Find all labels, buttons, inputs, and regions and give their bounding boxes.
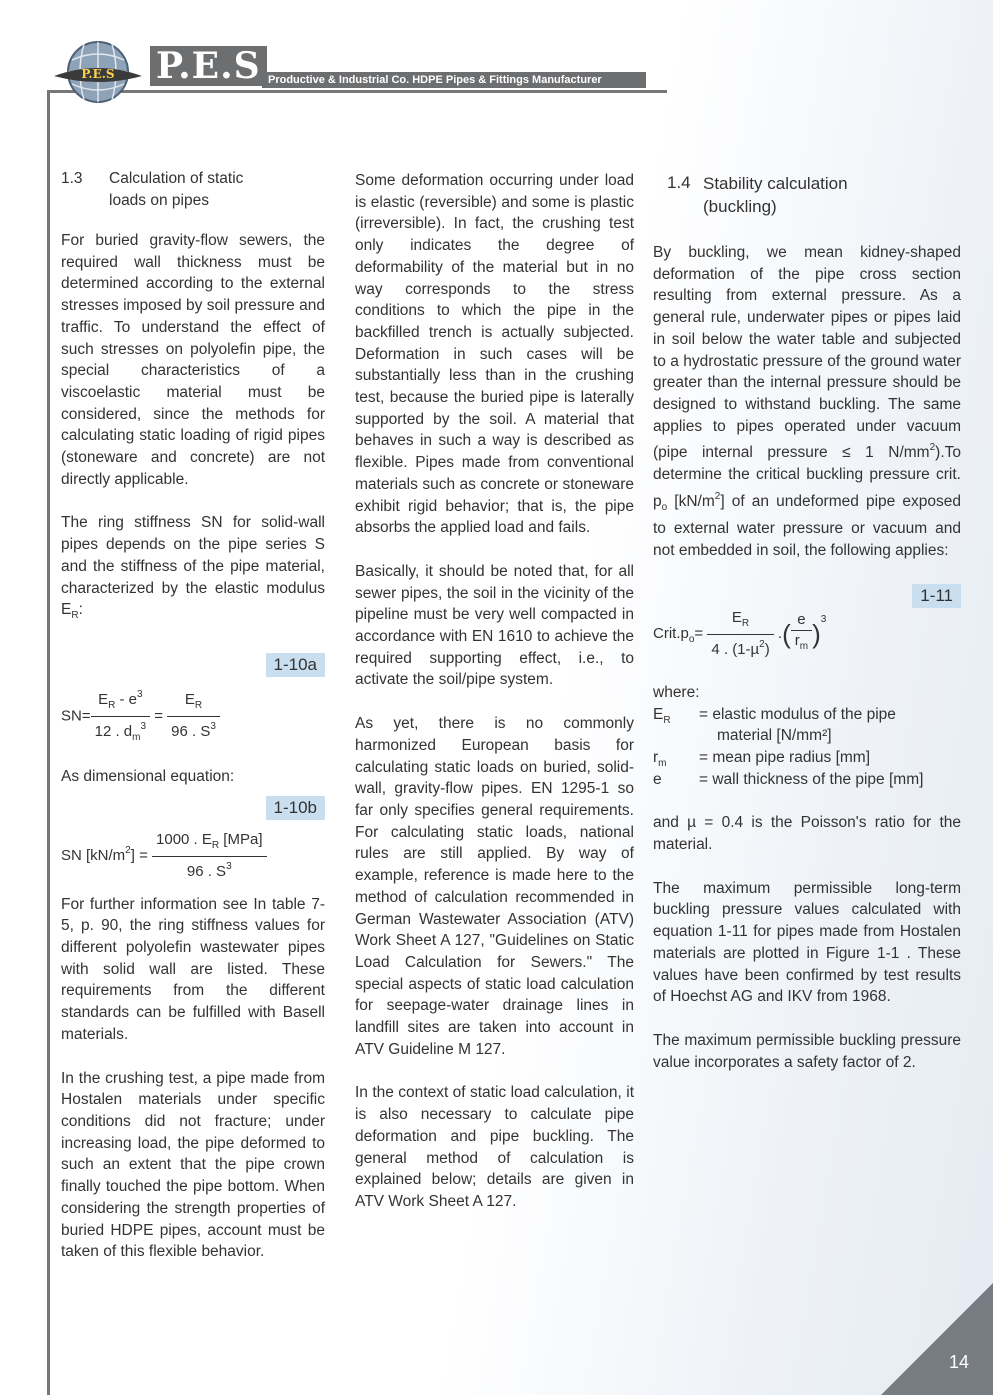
paragraph: By buckling, we mean kidney-shaped deformation of the pipe cross section resulting from external pressure. As a general rule, underwater pipes or pipes laid in soil below the water table and subjected to a hydrostatic pressure of the ground water greater than the internal pressure should be designed to withstand buckling. The same applies to pipes operated under vacuum (pipe internal pressure ≤ 1 $N/mm^2).To$ determine the critical buckling pressure crit. $p_o$ $[kN/m^2]$ of an undeformed pipe exposed to external water pressure or vacuum and not embedded in soil, the following applies: [653,244,962,560]
paragraph: As dimensional equation: [61,767,235,785]
section-heading-1-4 [653,172,961,232]
section-number: 1.3 [61,170,83,187]
corner-triangle [881,1283,993,1395]
definition-row: $r_m$ = mean pipe radius [mm] [653,748,871,769]
paragraph: The ring stiffness SN for solid-wall pipes depends on the pipe series S and the stiffness of the pipe material, characterized by the elastic modulus $E_R$: [61,514,325,622]
globe-logo-icon [50,38,146,106]
paragraph: For buried gravity-flow sewers, the required wall thickness must be determined according to the external stresses imposed by soil pressure and traffic. To understand the effect of such stresses on polyolefin pipe, the special characteristics of a viscoelastic material must be considered, since the methods for calculating static loading of rigid pipes (stoneware and concrete) are not directly applicable. [61,232,325,488]
equation-label: 1-11 [912,584,961,608]
column-right [653,172,961,1073]
paragraph: The maximum permissible buckling pressure value incorporates a safety factor of 2. [653,1031,961,1071]
definition-list [653,704,961,791]
section-number: 1.4 [667,173,691,192]
equation-label: 1-10a [266,653,325,677]
paragraph: Basically, it should be noted that, for all sewer pipes, the soil in the vicinity of the pipeline must be very well compacted in accordance with EN 1610 to achieve the required supporting effect, i.e., to activate the soil/pipe system. [355,562,634,689]
paragraph: In the context of static load calculation, it is also necessary to calculate pipe deformation and pipe buckling. The general method of calculation is explained below; details are given in ATV Work Sheet A 127. [355,1084,634,1210]
column-left [61,168,325,1263]
where-label: where: [653,683,700,701]
equation-1-10a: SN= $\frac{E_R - e^3}{12 . d_m^3}$ = $\frac{E_R}{96 . S^3}$ [61,685,325,748]
paragraph: In the crushing test, a pipe made from Hostalen materials under specific conditions did not fracture; under increasing load, the pipe deformed to such an extent that the pipe crown finally touched the pipe bottom. When considering the strength properties of buried HDPE pipes, account must be taken of this flexible behavior. [61,1069,325,1261]
paragraph: Some deformation occurring under load is elastic (reversible) and some is plastic (irreversible). In fact, the crushing test only indicates the degree of deformability of the material but in no way corresponds to the stress conditions to which the pipe in the backfilled trench is actually subjected. Deformation in such cases will be substantially less than in the crushing test, because the buried pipe is laterally supported by the soil. A material that behaves in such a way is described as flexible. Pipes made from conventional materials such as concrete or stoneware exhibit rigid behavior; that is, the pipe absorbs the applied load and fails. [355,172,634,537]
definition-row: material [N/mm²] [717,727,832,745]
definition-row: e = wall thickness of the pipe [mm] [653,770,924,788]
paragraph: and µ = 0.4 is the Poisson's ratio for the material. [653,814,961,853]
paragraph: For further information see In table 7-5, p. 90, the ring stiffness values for different polyolefin wastewater pipes with solid wall are listed. These requirements from the different standards can be fulfilled with Basell materials. [61,895,325,1043]
equation-1-10b: SN $[kN/m^2]$ = $\frac{1000 . E_R [MPa]}{96 . S^3}$ [61,830,325,882]
page-number: 14 [948,1352,969,1372]
svg-text:P.E.S: P.E.S [81,67,115,81]
paragraph: The maximum permissible long-term buckling pressure values calculated with equation 1-11 for pipes made from Hostalen materials are plotted in Figure 1-1 . These values have been confirmed by test results of Hoechst AG and IKV from 1968. [653,879,961,1006]
definition-row: $E_R$ = elastic modulus of the pipe [653,705,896,726]
brand-tagline: Productive & Industrial Co. HDPE Pipes & Fittings Manufacturer [262,72,646,88]
left-frame-line [47,90,50,1395]
equation-label: 1-10b [266,796,325,820]
section-heading-1-3 [61,168,325,220]
section-title: Calculation of static loads on pipes [109,170,244,209]
column-middle [355,170,634,1213]
equation-1-11: $Crit.p_o=$ $\frac{E_R}{4 . (1-\mu^2)}$ .( $\frac{e}{r_m}$ )$^3$ [653,608,827,658]
paragraph: As yet, there is no commonly harmonized European basis for calculating static loads on buried, solid-wall, gravity-flow pipes. EN 1295-1 so far only specifies general requirements. For calculating static loads, national rules are still applied. By way of example, reference is made here to the method of calculation recommended in German Wastewater Association (ATV) Work Sheet A 127, "Guidelines on Static Load Calculation for Sewers." The special aspects of static load calculation for seepage-water drainage lines in landfill sites are taken into account in ATV Guideline M 127. [355,715,634,1058]
brand-wordmark: P.E.S [150,46,267,86]
section-title: Stability calculation (buckling) [703,174,848,216]
